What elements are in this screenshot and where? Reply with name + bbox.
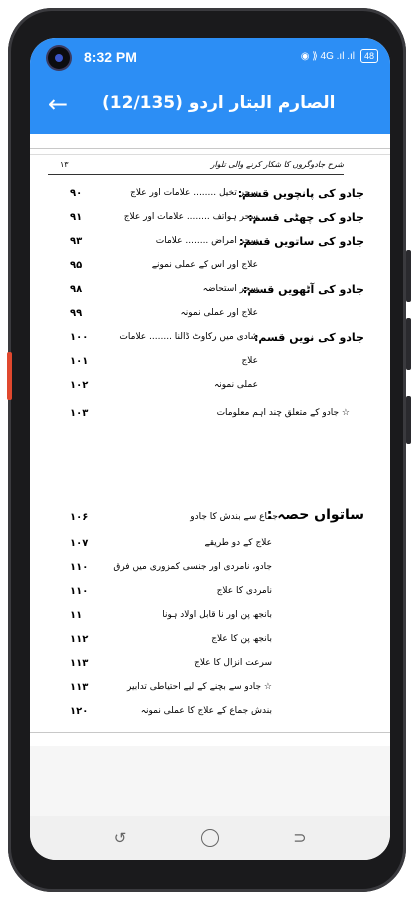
toc-row (30, 376, 390, 396)
running-header (48, 158, 344, 175)
app-bar (30, 76, 390, 134)
toc-entry: علاج اور عملی نمونہ (180, 308, 258, 318)
navigation-bar (30, 816, 390, 860)
toc-page-number: ۱۱۰ (70, 562, 89, 573)
toc-page-number: ۱۱۳ (70, 658, 89, 669)
section-item-row (30, 606, 390, 626)
page-title: الصارم البتار اردو (12/135) (102, 93, 336, 113)
toc-entry: ☆ جادو کے متعلق چند اہم معلومات (216, 408, 350, 418)
running-header-text: شرح جادوگروں کا شکار کرنے والی تلوار (210, 160, 344, 169)
section-item-row (30, 630, 390, 650)
toc-page-number: ۱۰۶ (70, 512, 89, 523)
toc-entry: سحر امراض ........ علامات (155, 236, 258, 246)
toc-row (30, 280, 390, 300)
phone-screen (30, 38, 390, 860)
status-bar (30, 38, 390, 76)
toc-row (30, 256, 390, 276)
toc-page-number: ۹۱ (70, 212, 83, 223)
toc-row (30, 328, 390, 348)
toc-entry: سحر تخیل ........ علامات اور علاج (130, 188, 258, 198)
section-title: ساتواں حصہ : (266, 507, 364, 523)
toc-page-number: ۱۰۳ (70, 408, 89, 419)
signal-icons: ◉ ⟫ 4G .ıl .ıl (300, 50, 355, 62)
toc-page-number: ۱۰۰ (70, 332, 89, 343)
toc-page-number: ۹۵ (70, 260, 83, 271)
status-time: 8:32 PM (84, 49, 137, 65)
page-divider-bottom (30, 732, 390, 733)
section-item-text: علاج کے دو طریقے (204, 538, 272, 548)
toc-entry: سحر استحاضہ (202, 284, 258, 294)
running-page-number: ۱۳ (60, 160, 69, 169)
toc-row (30, 208, 390, 228)
section-item-row (30, 558, 390, 578)
toc-page-number: ۱۱ (70, 610, 83, 621)
section-item-row (30, 582, 390, 602)
page-divider-top (30, 148, 390, 149)
battery-icon: 48 (360, 49, 378, 63)
toc-page-number: ۹۰ (70, 188, 83, 199)
toc-heading: جادو کی پانچویں قسم: (237, 187, 364, 200)
toc-page-number: ۱۰۱ (70, 356, 89, 367)
nav-recent-icon[interactable]: ⊃ (293, 828, 307, 847)
section-item-text: جادو، نامردی اور جنسی کمزوری میں فرق (113, 562, 272, 572)
toc-heading: جادو کی آٹھویں قسم: (242, 283, 364, 296)
toc-row (30, 304, 390, 324)
section-item-row (30, 534, 390, 554)
section-subtitle: جماع سے بندش کا جادو (190, 512, 278, 522)
toc-row (30, 352, 390, 372)
book-page[interactable] (30, 134, 390, 746)
page-divider-top-2 (30, 154, 390, 155)
toc-heading: جادو کی نویں قسم: (253, 331, 364, 344)
toc-entry: علاج اور اس کے عملی نمونے (151, 260, 258, 270)
section-heading-row (30, 507, 390, 529)
power-button (406, 396, 411, 444)
toc-page-number: ۹۸ (70, 284, 83, 295)
toc-page-number: ۱۱۰ (70, 586, 89, 597)
section-item-text: ☆ جادو سے بچنے کے لیے احتیاطی تدابیر (127, 682, 272, 692)
section-item-row (30, 678, 390, 698)
toc-page-number: ۹۹ (70, 308, 83, 319)
section-item-row (30, 702, 390, 722)
nav-back-icon[interactable]: ↺ (113, 829, 127, 847)
toc-entry: شادی میں رکاوٹ ڈالنا ........ علامات (119, 332, 258, 342)
toc-entry: سحر ہواتف ........ علامات اور علاج (123, 212, 258, 222)
section-item-text: نامردی کا علاج (216, 586, 272, 596)
toc-page-number: ۱۱۳ (70, 682, 89, 693)
toc-heading: جادو کی ساتویں قسم: (239, 235, 364, 248)
toc-row (30, 184, 390, 204)
status-icons (301, 49, 378, 63)
toc-row (30, 404, 390, 424)
volume-up-button (406, 250, 411, 302)
toc-row (30, 232, 390, 252)
section-item-text: سرعت انزال کا علاج (194, 658, 272, 668)
section-item-row (30, 654, 390, 674)
nav-home-icon[interactable] (201, 829, 219, 847)
arrow-left-icon[interactable]: ← (48, 90, 69, 118)
toc-page-number: ۹۳ (70, 236, 83, 247)
side-key-red (7, 352, 12, 400)
toc-entry: علاج (241, 356, 258, 366)
toc-entry: عملی نمونہ (213, 380, 258, 390)
section-item-text: بانجھ پن کا علاج (211, 634, 272, 644)
toc-page-number: ۱۰۲ (70, 380, 89, 391)
toc-page-number: ۱۲۰ (70, 706, 89, 717)
toc-page-number: ۱۰۷ (70, 538, 89, 549)
section-item-text: بندش جماع کے علاج کا عملی نمونہ (140, 706, 272, 716)
volume-down-button (406, 318, 411, 370)
camera-cutout (48, 47, 70, 69)
toc-heading: جادو کی چھٹی قسم: (248, 211, 364, 224)
toc-page-number: ۱۱۲ (70, 634, 89, 645)
blank-area (30, 746, 390, 816)
section-item-text: بانجھ پن اور نا قابل اولاد ہونا (162, 610, 272, 620)
